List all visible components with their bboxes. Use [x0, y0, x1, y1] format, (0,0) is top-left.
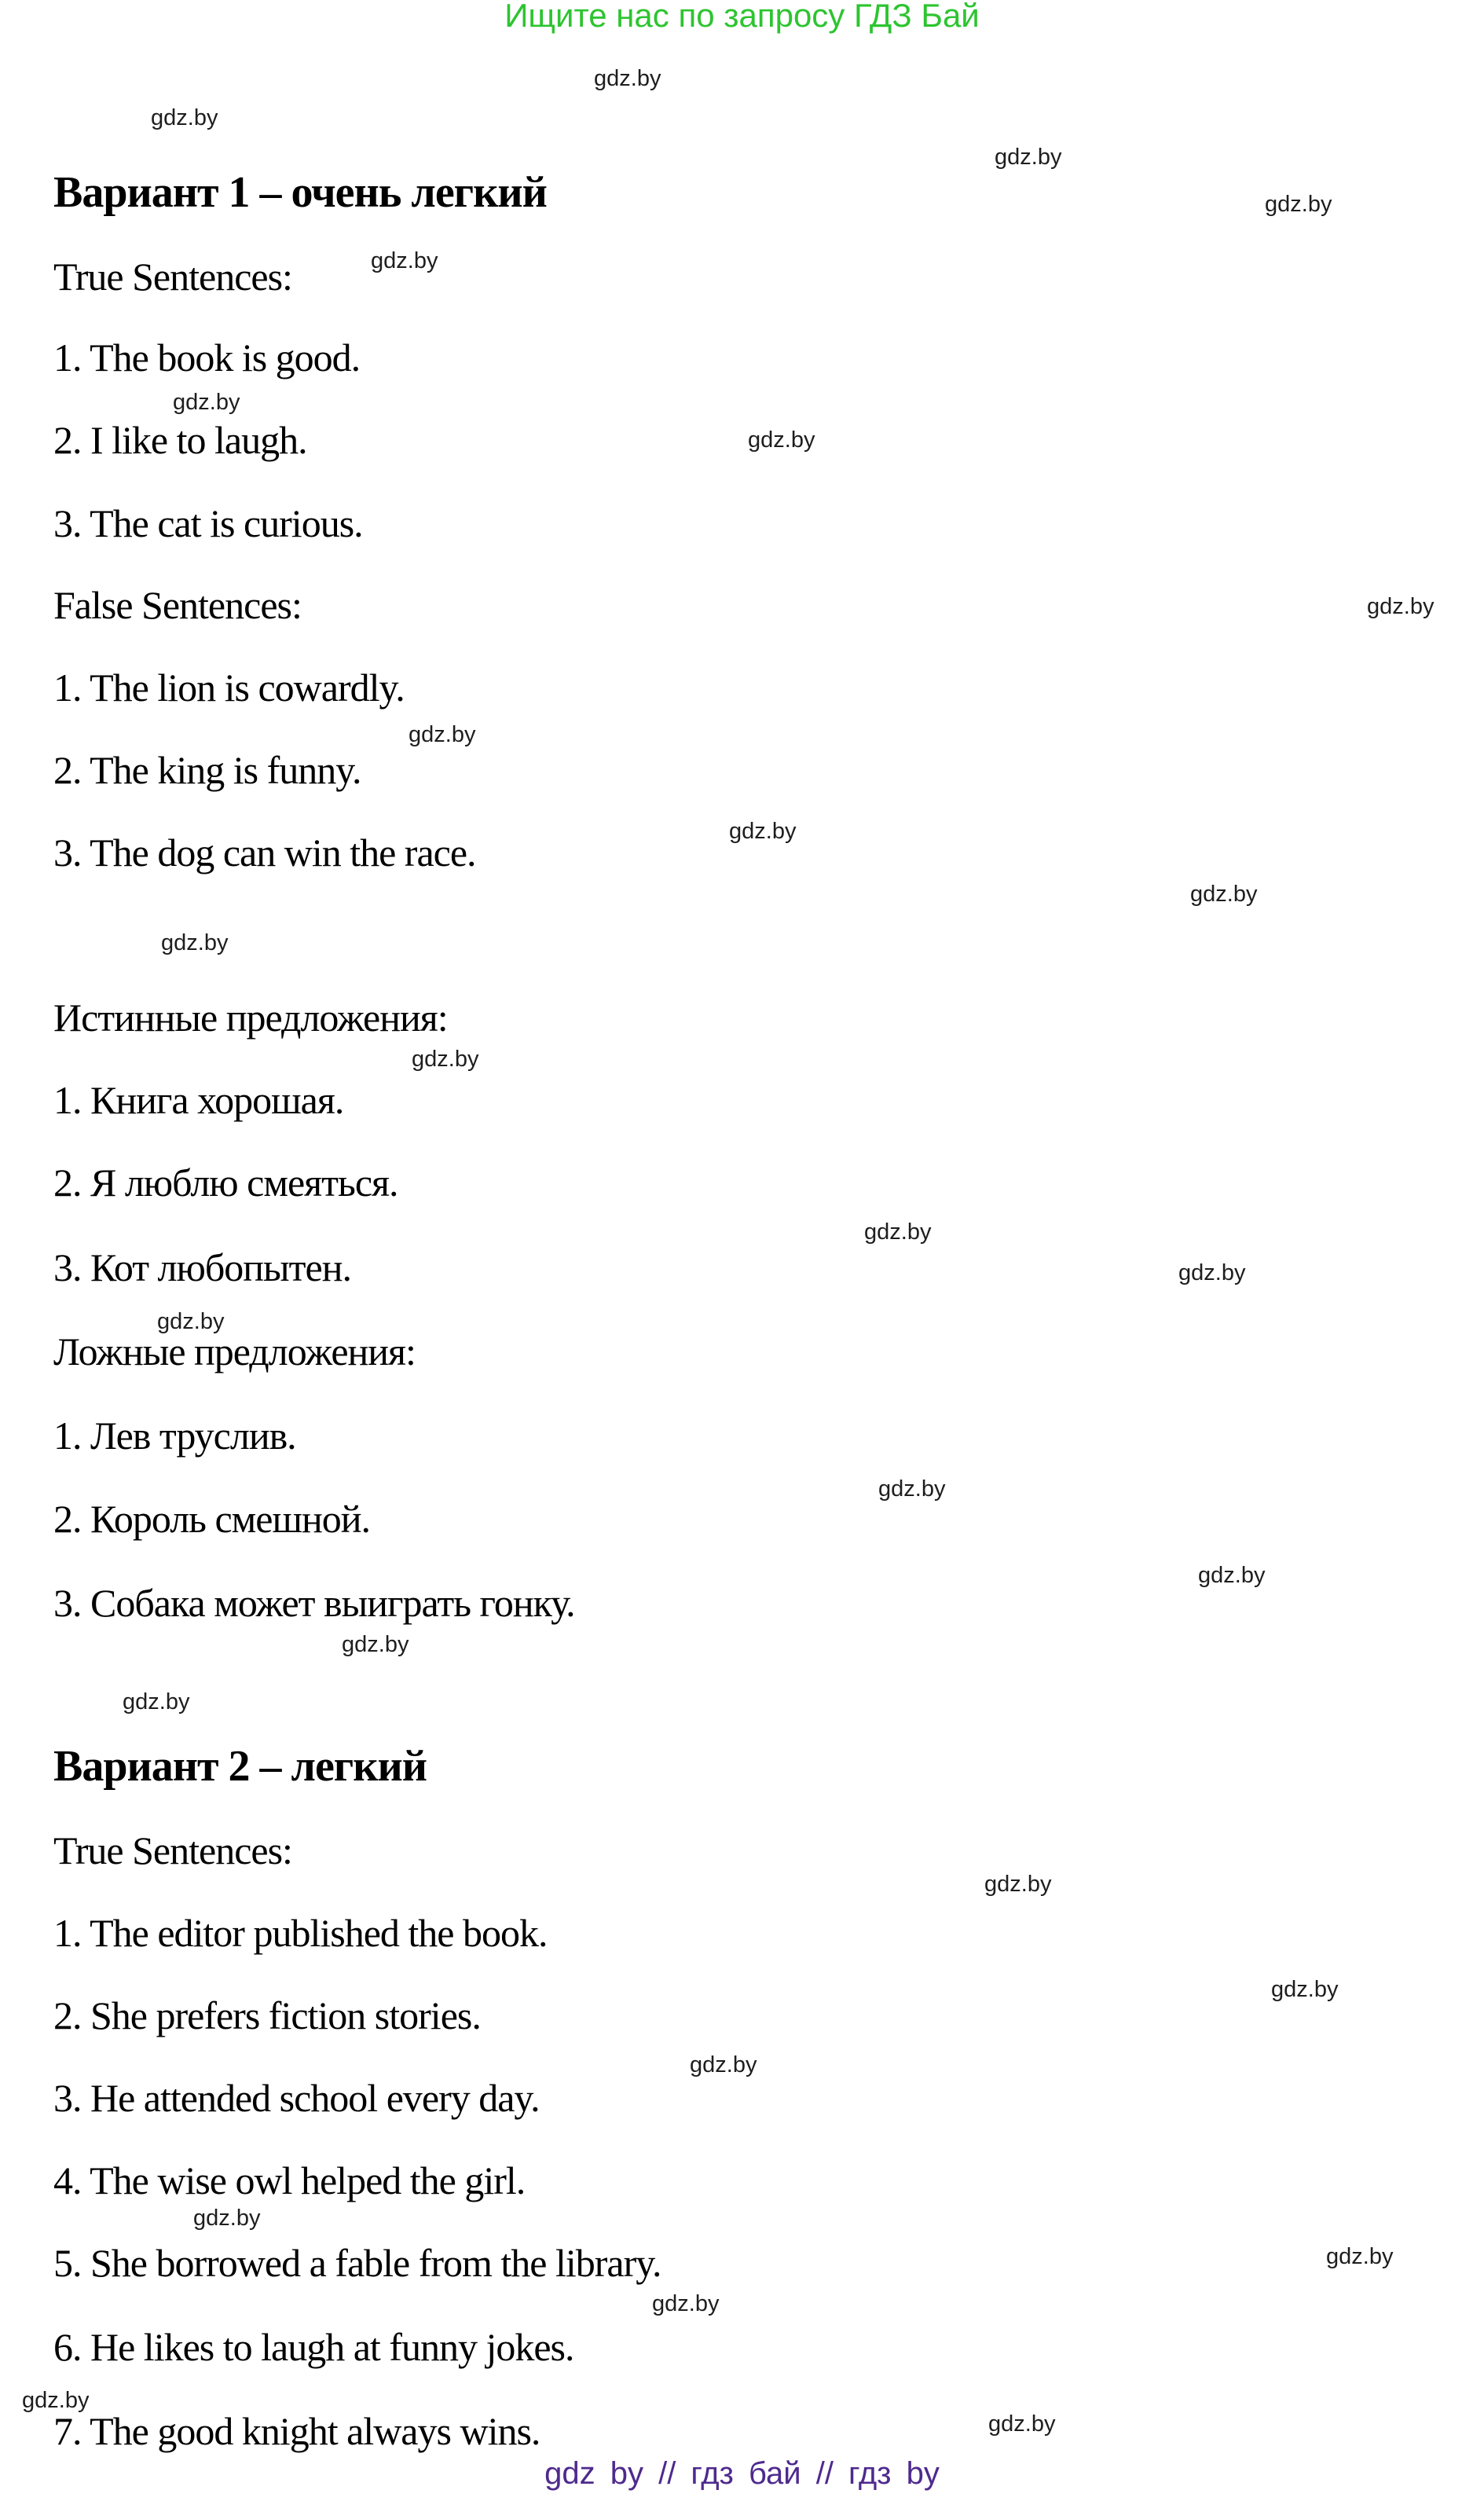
gdz-watermark: gdz.by — [1265, 192, 1332, 217]
gdz-watermark: gdz.by — [342, 1632, 409, 1657]
gdz-watermark: gdz.by — [984, 1872, 1052, 1897]
gdz-watermark: gdz.by — [371, 248, 438, 273]
text-line: 4. The wise owl helped the girl. — [53, 2158, 526, 2202]
gdz-watermark: gdz.by — [690, 2052, 757, 2077]
gdz-watermark: gdz.by — [864, 1219, 932, 1245]
gdz-watermark: gdz.by — [123, 1689, 190, 1714]
gdz-watermark: gdz.by — [1178, 1260, 1246, 1285]
section-heading: Вариант 2 – легкий — [53, 1742, 427, 1791]
gdz-watermark: gdz.by — [173, 390, 240, 415]
text-line: 3. Кот любопытен. — [53, 1245, 351, 1289]
gdz-watermark: gdz.by — [748, 427, 815, 453]
text-line: 7. The good knight always wins. — [53, 2409, 540, 2453]
gdz-watermark: gdz.by — [22, 2388, 90, 2413]
gdz-watermark: gdz.by — [1326, 2244, 1394, 2269]
gdz-watermark: gdz.by — [729, 819, 797, 844]
gdz-watermark: gdz.by — [1271, 1977, 1339, 2002]
gdz-watermark: gdz.by — [193, 2206, 261, 2231]
gdz-watermark: gdz.by — [995, 145, 1062, 170]
text-line: Ложные предложения: — [53, 1329, 416, 1373]
top-promo-banner: Ищите нас по запросу ГДЗ Бай — [504, 0, 980, 34]
text-line: 1. Книга хорошая. — [53, 1078, 344, 1122]
text-line: 1. Лев труслив. — [53, 1414, 296, 1458]
bottom-promo-banner: gdz by // гдз бай // гдз by — [544, 2456, 940, 2491]
text-line: 1. The book is good. — [53, 336, 361, 380]
section-heading: Вариант 1 – очень легкий — [53, 168, 547, 217]
text-line: 2. Я люблю смеяться. — [53, 1161, 398, 1205]
text-line: Истинные предложения: — [53, 996, 448, 1040]
gdz-watermark: gdz.by — [412, 1047, 479, 1072]
text-line: 3. Собака может выиграть гонку. — [53, 1581, 575, 1625]
text-line: 2. The king is funny. — [53, 748, 361, 792]
gdz-watermark: gdz.by — [151, 105, 218, 130]
gdz-watermark: gdz.by — [1367, 594, 1435, 619]
text-line: 5. She borrowed a fable from the library. — [53, 2241, 661, 2285]
text-line: 6. He likes to laugh at funny jokes. — [53, 2325, 574, 2369]
text-line: 3. The cat is curious. — [53, 501, 363, 545]
text-line: True Sentences: — [53, 1828, 292, 1872]
text-line: 1. The editor published the book. — [53, 1911, 548, 1955]
gdz-watermark: gdz.by — [1190, 882, 1258, 907]
gdz-watermark: gdz.by — [594, 66, 661, 91]
gdz-watermark: gdz.by — [157, 1309, 225, 1334]
text-line: 1. The lion is cowardly. — [53, 666, 405, 710]
text-line: False Sentences: — [53, 583, 302, 627]
text-line: 2. She prefers fiction stories. — [53, 1993, 481, 2037]
text-line: 2. I like to laugh. — [53, 418, 307, 462]
text-line: 3. The dog can win the race. — [53, 831, 476, 875]
gdz-watermark: gdz.by — [988, 2411, 1056, 2437]
gdz-watermark: gdz.by — [161, 930, 229, 955]
text-line: 2. Король смешной. — [53, 1497, 370, 1541]
gdz-watermark: gdz.by — [1198, 1563, 1266, 1588]
gdz-watermark: gdz.by — [409, 722, 476, 747]
gdz-watermark: gdz.by — [652, 2291, 720, 2316]
text-line: True Sentences: — [53, 255, 292, 299]
text-line: 3. He attended school every day. — [53, 2076, 540, 2120]
gdz-watermark: gdz.by — [878, 1476, 946, 1502]
